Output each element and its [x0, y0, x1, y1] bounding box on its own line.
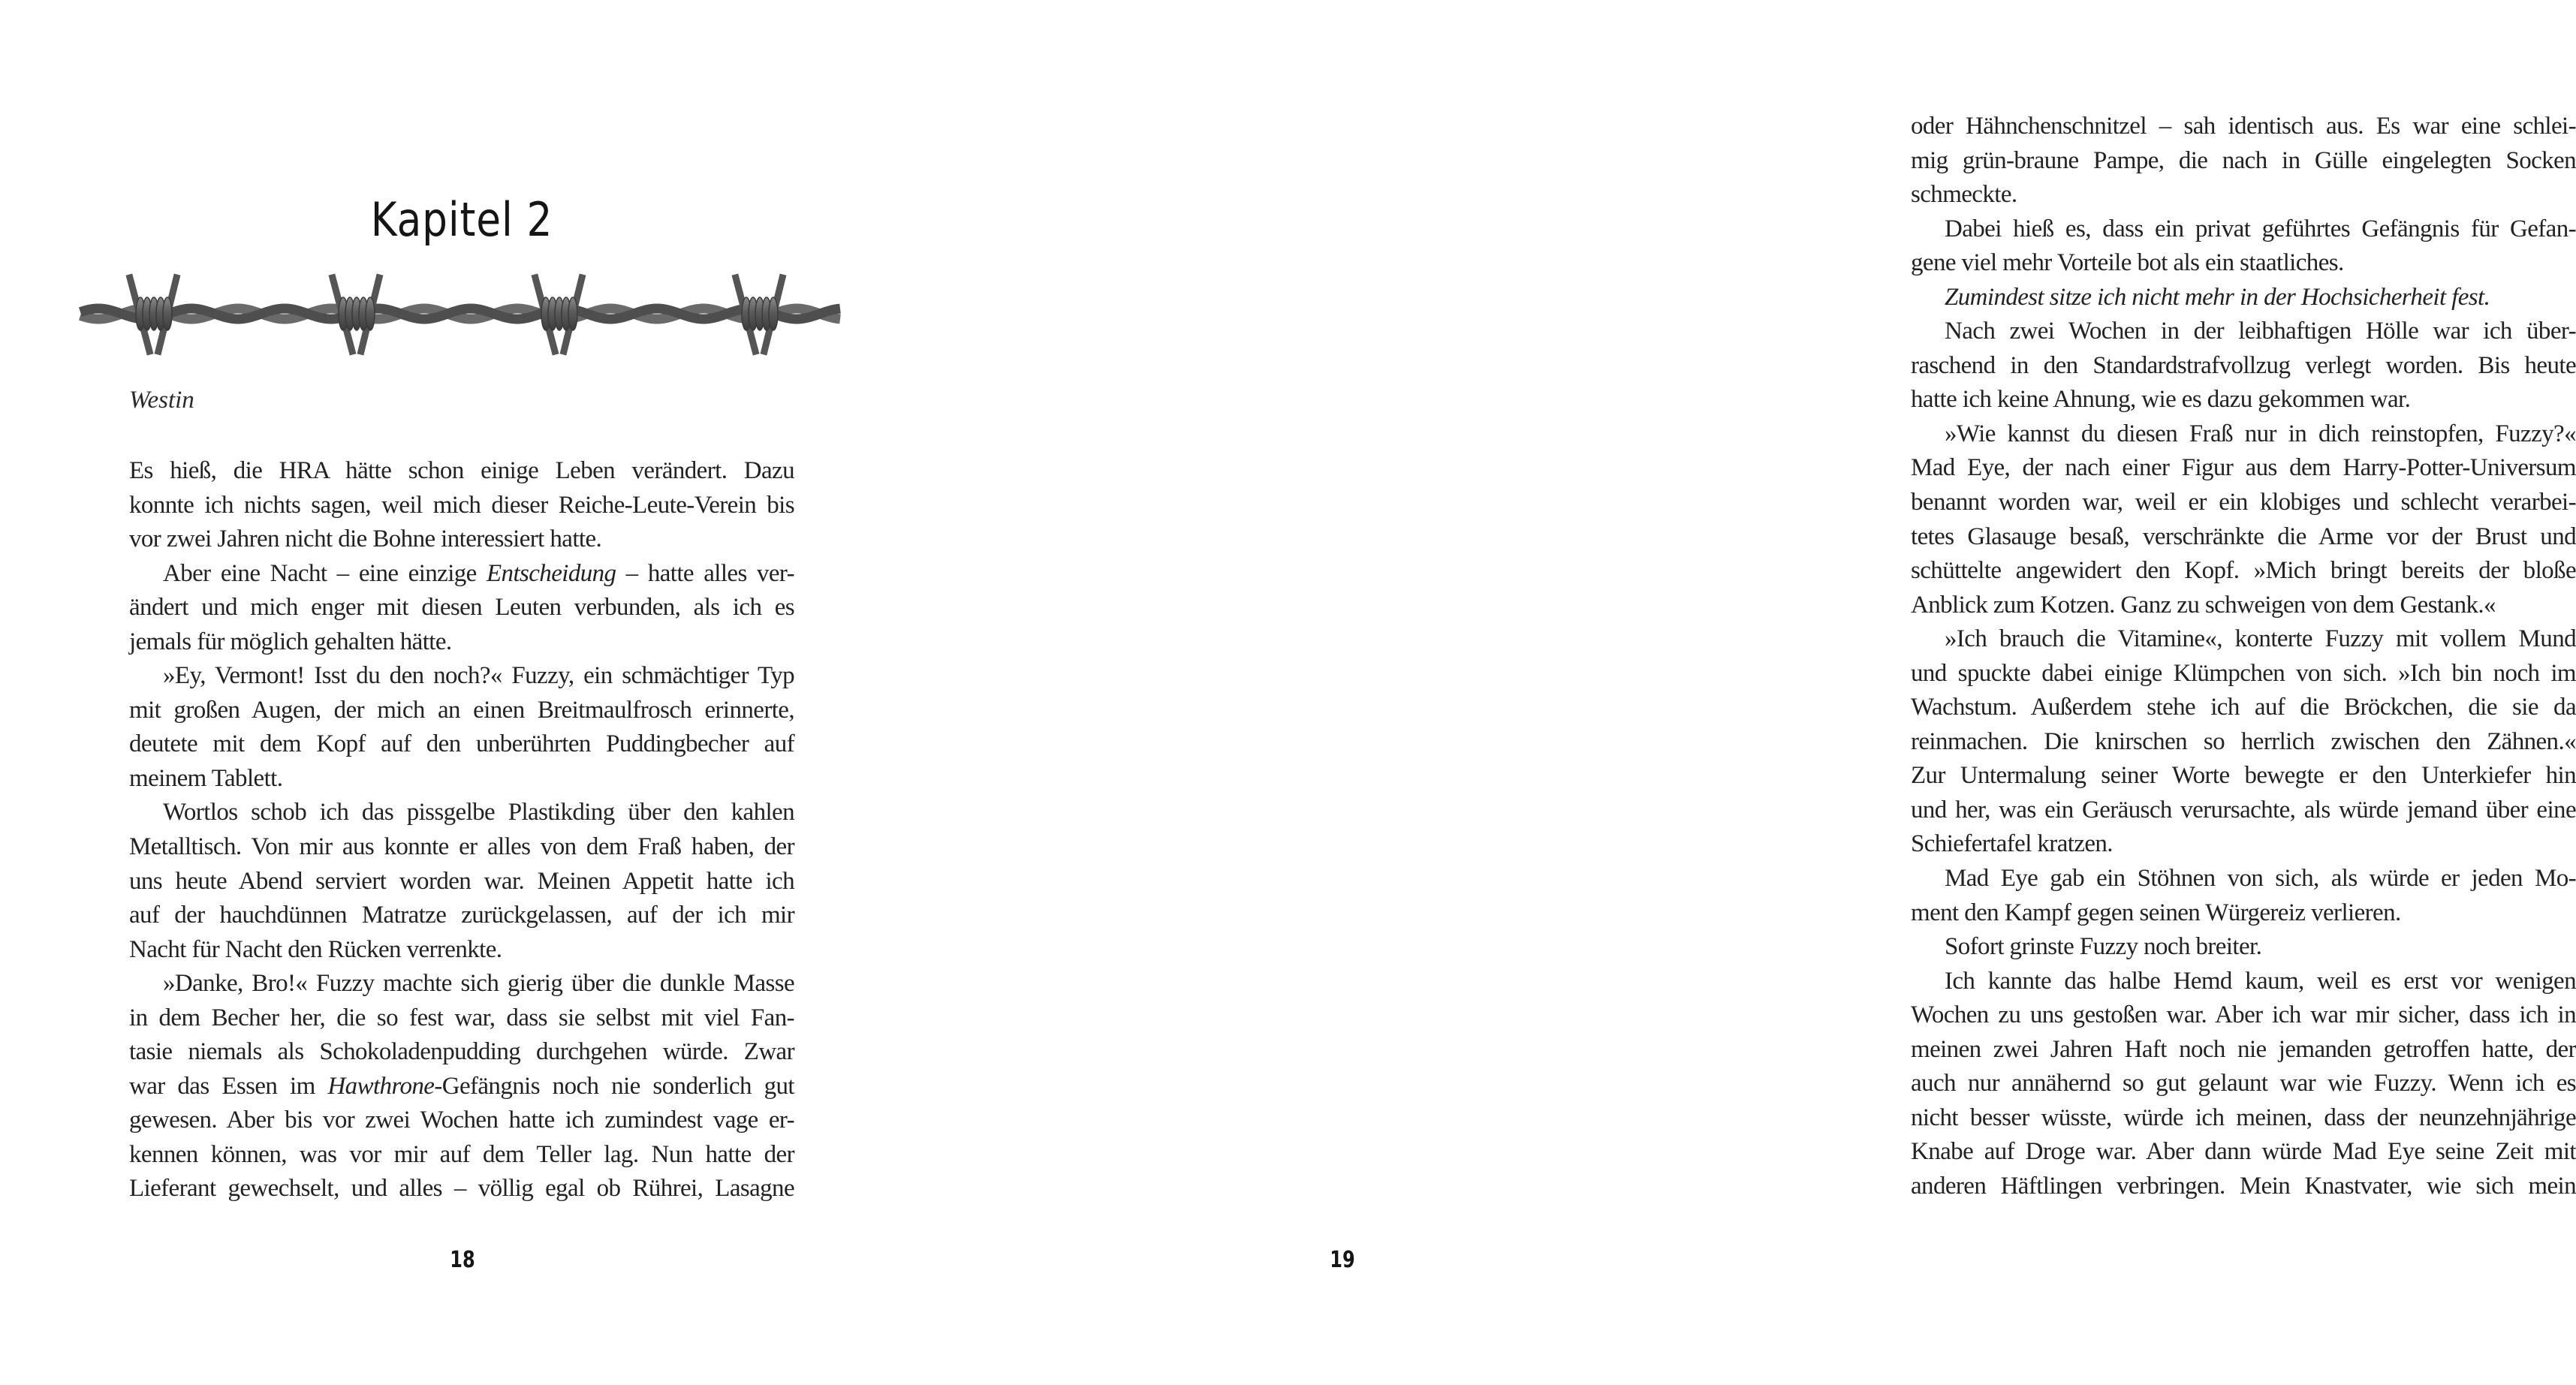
text-segment: Wortlos schob ich das pissgelbe Plastikding über den kahlen: [163, 799, 794, 826]
text-segment: meinem Tablett.: [129, 764, 283, 792]
text-segment: gewesen. Aber bis vor zwei Wochen hatte ich zumindest vage er-: [129, 1106, 794, 1134]
text-line: [129, 557, 794, 592]
text-segment: gene viel mehr Vorteile bot als ein staatliches.: [1911, 249, 2344, 277]
text-segment: oder Hähnchenschnitzel – sah identisch aus. Es war eine schlei-: [1911, 113, 2576, 140]
text-line: [1911, 998, 2576, 1033]
text-segment: mit großen Augen, der mich an einen Breitmaulfrosch erinnerte,: [129, 696, 794, 724]
text-line: [1911, 1135, 2576, 1170]
text-line: [129, 796, 794, 830]
wire-barb: [535, 278, 582, 351]
text-line: [129, 899, 794, 933]
text-line: [129, 1035, 794, 1070]
text-segment: schüttelte angewidert den Kopf. »Mich bringt bereits der bloße: [1911, 557, 2576, 585]
text-segment: in dem Becher her, die so fest war, dass sie selbst mit viel Fan-: [129, 1004, 794, 1031]
text-line: [1911, 144, 2576, 179]
page-number-right: 19: [1330, 1247, 1355, 1273]
text-segment: Wochen zu uns gestoßen war. Aber ich war mir sicher, dass ich in: [1911, 1001, 2576, 1029]
right-text-column: [1911, 110, 2576, 1204]
text-segment: »Wie kannst du diesen Fraß nur in dich reinstopfen, Fuzzy?«: [1945, 420, 2576, 447]
text-line: [1911, 486, 2576, 520]
text-line: [1911, 1067, 2576, 1101]
text-line: [1911, 417, 2576, 452]
text-line: [129, 1138, 794, 1173]
text-line: [129, 625, 794, 660]
text-segment: Sofort grinste Fuzzy noch breiter.: [1945, 933, 2262, 961]
text-segment: kennen können, was vor mir auf dem Teller lag. Nun hatte der: [129, 1140, 794, 1168]
text-line: [1911, 965, 2576, 999]
text-line: [1911, 896, 2576, 931]
text-line: [129, 489, 794, 523]
text-segment: uns heute Abend serviert worden war. Meinen Appetit hatte ich: [129, 867, 794, 895]
text-segment: -Gefängnis noch nie sonderlich gut: [434, 1072, 794, 1100]
text-segment: schmeckte.: [1911, 181, 2017, 209]
text-line: [129, 727, 794, 762]
text-segment: war das Essen im: [129, 1072, 328, 1100]
text-line: [1911, 451, 2576, 486]
italic-text: Entscheidung: [486, 559, 616, 587]
text-segment: Zur Untermalung seiner Worte bewegte er den Unterkiefer hin: [1911, 762, 2576, 790]
text-segment: ment den Kampf gegen seinen Würgereiz verlieren.: [1911, 899, 2401, 926]
text-segment: Dabei hieß es, dass ein privat geführtes Gefängnis für Gefan-: [1945, 215, 2576, 242]
text-line: [1911, 759, 2576, 793]
text-segment: Mad Eye, der nach einer Figur aus dem Harry-Potter-Universum: [1911, 454, 2576, 482]
text-line: [1911, 212, 2576, 247]
text-line: [1911, 110, 2576, 144]
text-line: [1911, 862, 2576, 896]
text-line: [129, 1103, 794, 1138]
chapter-title: Kapitel 2: [370, 192, 553, 247]
text-line: [129, 659, 794, 694]
text-segment: anderen Häftlingen verbringen. Mein Knastvater, wie sich mein: [1911, 1172, 2576, 1200]
text-line: [1911, 725, 2576, 760]
text-line: [129, 967, 794, 1001]
narrator-label: Westin: [129, 387, 194, 414]
text-line: [129, 454, 794, 489]
text-line: [1911, 349, 2576, 384]
text-segment: und her, was ein Geräusch verursachte, als würde jemand über eine: [1911, 796, 2576, 823]
wire-barb: [333, 278, 379, 351]
text-line: [1911, 622, 2576, 657]
text-segment: deutete mit dem Kopf auf den unberührten Puddingbecher auf: [129, 730, 794, 758]
left-text-column: [129, 454, 794, 1206]
text-segment: vor zwei Jahren nicht die Bohne interessiert hatte.: [129, 525, 602, 553]
text-line: [129, 1172, 794, 1206]
text-segment: mig grün-braune Pampe, die nach in Gülle eingelegten Socken: [1911, 146, 2576, 174]
text-line: [129, 694, 794, 728]
text-segment: Anblick zum Kotzen. Ganz zu schweigen von dem Gestank.«: [1911, 591, 2496, 619]
text-line: [1911, 383, 2576, 417]
text-segment: Wachstum. Außerdem stehe ich auf die Bröckchen, die sie da: [1911, 694, 2576, 721]
text-segment: Mad Eye gab ein Stöhnen von sich, als würde er jeden Mo-: [1945, 865, 2576, 893]
text-segment: Es hieß, die HRA hätte schon einige Leben verändert. Dazu: [129, 457, 794, 484]
text-line: [1911, 1170, 2576, 1204]
text-segment: – hatte alles ver-: [616, 559, 794, 587]
text-line: [129, 830, 794, 865]
text-line: [1911, 520, 2576, 555]
text-segment: auf der hauchdünnen Matratze zurückgelassen, auf der ich mir: [129, 902, 794, 929]
italic-text: Hawthrone: [327, 1072, 435, 1100]
text-segment: Schiefertafel kratzen.: [1911, 830, 2113, 858]
text-line: [1911, 281, 2576, 315]
left-page: [0, 0, 901, 1385]
text-segment: Nacht für Nacht den Rücken verrenkte.: [129, 935, 502, 963]
text-segment: und spuckte dabei einige Klümpchen von sich. »Ich bin noch im: [1911, 659, 2576, 687]
text-segment: tetes Glasauge besaß, verschränkte die Arme vor der Brust und: [1911, 522, 2576, 550]
text-line: [1911, 930, 2576, 965]
text-segment: auch nur annähernd so gut gelaunt war wie Fuzzy. Wenn ich es: [1911, 1070, 2576, 1097]
text-line: [1911, 691, 2576, 725]
text-segment: Aber eine Nacht – eine einzige: [163, 559, 487, 587]
text-segment: konnte ich nichts sagen, weil mich dieser Reiche-Leute-Verein bis: [129, 491, 794, 519]
text-line: [129, 522, 794, 557]
right-page: [901, 0, 2576, 1385]
text-segment: »Ich brauch die Vitamine«, konterte Fuzzy mit vollem Mund: [1945, 625, 2576, 653]
text-line: [1911, 827, 2576, 862]
page-number-left: 18: [450, 1247, 475, 1273]
text-line: [1911, 589, 2576, 623]
text-segment: »Danke, Bro!« Fuzzy machte sich gierig über die dunkle Masse: [163, 970, 794, 998]
text-line: [129, 865, 794, 899]
text-segment: meinen zwei Jahren Haft noch nie jemanden getroffen hatte, der: [1911, 1035, 2576, 1063]
text-segment: ändert und mich enger mit diesen Leuten verbunden, als ich es: [129, 594, 794, 622]
text-line: [129, 1070, 794, 1104]
text-line: [129, 591, 794, 625]
text-segment: tasie niemals als Schokoladenpudding durchgehen würde. Zwar: [129, 1038, 794, 1066]
text-line: [129, 933, 794, 968]
barbed-wire-ornament: [75, 270, 848, 360]
text-line: [1911, 657, 2576, 691]
text-segment: jemals für möglich gehalten hätte.: [129, 628, 452, 655]
text-line: [1911, 1033, 2576, 1067]
text-segment: hatte ich keine Ahnung, wie es dazu gekommen war.: [1911, 386, 2411, 414]
text-segment: Metalltisch. Von mir aus konnte er alles von dem Fraß haben, der: [129, 833, 794, 861]
text-line: [1911, 246, 2576, 281]
text-segment: nicht besser wüsste, würde ich meinen, dass der neunzehnjährige: [1911, 1103, 2576, 1131]
text-segment: raschend in den Standardstrafvollzug verlegt worden. Bis heute: [1911, 351, 2576, 379]
text-segment: Knabe auf Droge war. Aber dann würde Mad Eye seine Zeit mit: [1911, 1138, 2576, 1166]
text-line: [129, 1001, 794, 1036]
text-line: [1911, 1101, 2576, 1136]
text-segment: Ich kannte das halbe Hemd kaum, weil es erst vor wenigen: [1945, 967, 2576, 995]
text-line: [129, 762, 794, 796]
wire-barb: [130, 278, 176, 351]
text-segment: benannt worden war, weil er ein klobiges und schlecht verarbei-: [1911, 489, 2576, 516]
text-line: [1911, 554, 2576, 589]
text-line: [1911, 793, 2576, 828]
italic-text: Zumindest sitze ich nicht mehr in der Hochsicherheit fest.: [1945, 283, 2490, 311]
text-line: [1911, 178, 2576, 212]
text-segment: »Ey, Vermont! Isst du den noch?« Fuzzy, ein schmächtiger Typ: [163, 662, 794, 690]
text-segment: reinmachen. Die knirschen so herrlich zwischen den Zähnen.«: [1911, 727, 2576, 755]
wire-barb: [736, 278, 782, 351]
text-segment: Lieferant gewechselt, und alles – völlig egal ob Rührei, Lasagne: [129, 1175, 794, 1203]
text-segment: Nach zwei Wochen in der leibhaftigen Hölle war ich über-: [1945, 318, 2576, 345]
text-line: [1911, 315, 2576, 349]
